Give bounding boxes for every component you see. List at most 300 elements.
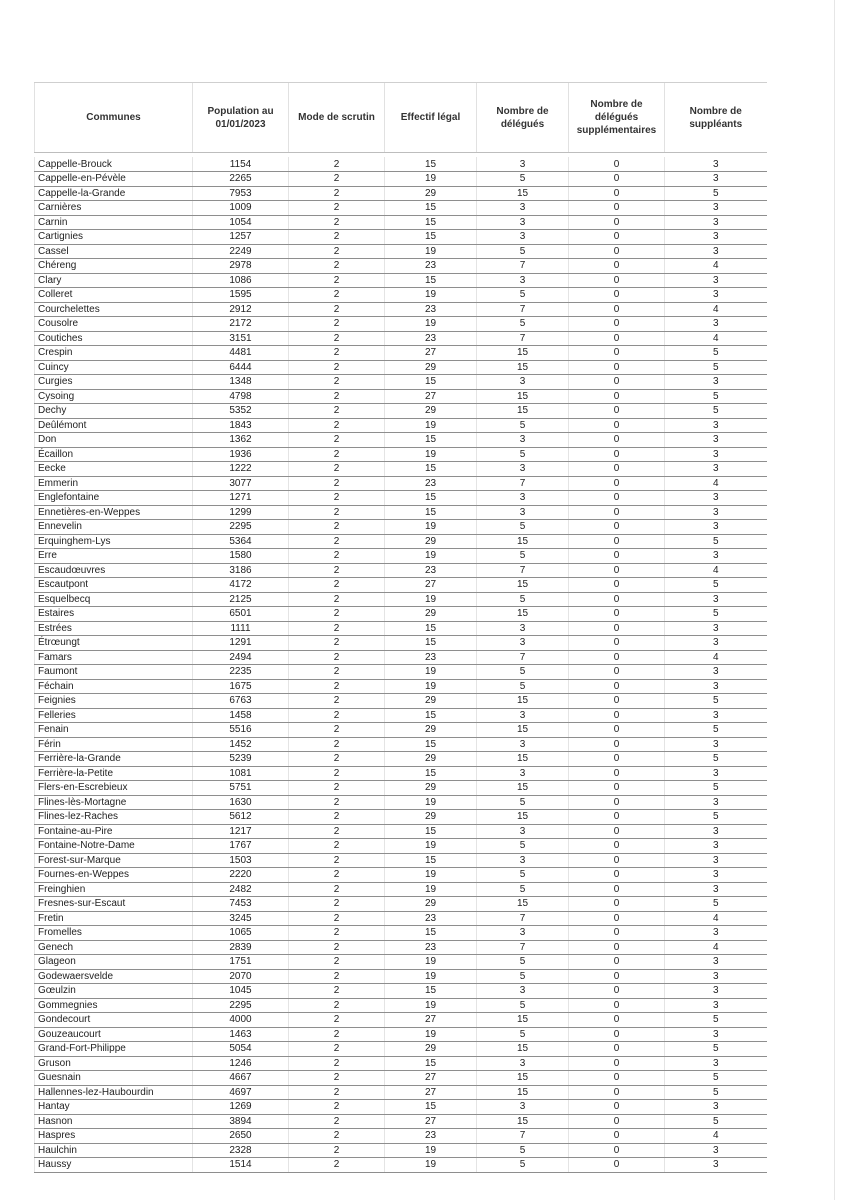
- commune-cell: Esquelbecq: [35, 592, 193, 607]
- mode-cell: 2: [289, 215, 385, 230]
- population-cell: 4000: [193, 1013, 289, 1028]
- mode-cell: 2: [289, 810, 385, 825]
- communes-table-sheet: [34, 82, 766, 1173]
- delegues-cell: 3: [477, 433, 569, 448]
- table-row: [35, 665, 767, 680]
- population-cell: 5239: [193, 752, 289, 767]
- supplementaires-cell: 0: [569, 737, 665, 752]
- mode-cell: 2: [289, 505, 385, 520]
- delegues-cell: 15: [477, 186, 569, 201]
- table-row: [35, 462, 767, 477]
- effectif-cell: 19: [385, 839, 477, 854]
- population-cell: 1514: [193, 1158, 289, 1173]
- delegues-cell: 3: [477, 201, 569, 216]
- commune-cell: Cassel: [35, 244, 193, 259]
- suppleants-cell: 5: [665, 607, 767, 622]
- effectif-cell: 23: [385, 476, 477, 491]
- delegues-cell: 15: [477, 810, 569, 825]
- commune-cell: Hantay: [35, 1100, 193, 1115]
- delegues-cell: 3: [477, 157, 569, 172]
- mode-cell: 2: [289, 201, 385, 216]
- delegues-cell: 3: [477, 375, 569, 390]
- effectif-cell: 23: [385, 563, 477, 578]
- table-row: [35, 230, 767, 245]
- supplementaires-cell: 0: [569, 1143, 665, 1158]
- suppleants-cell: 3: [665, 882, 767, 897]
- supplementaires-cell: 0: [569, 491, 665, 506]
- effectif-cell: 27: [385, 1114, 477, 1129]
- suppleants-cell: 3: [665, 505, 767, 520]
- delegues-cell: 3: [477, 853, 569, 868]
- supplementaires-cell: 0: [569, 868, 665, 883]
- delegues-cell: 7: [477, 302, 569, 317]
- table-row: [35, 447, 767, 462]
- population-cell: 1299: [193, 505, 289, 520]
- suppleants-cell: 3: [665, 230, 767, 245]
- suppleants-cell: 3: [665, 839, 767, 854]
- effectif-cell: 29: [385, 810, 477, 825]
- supplementaires-cell: 0: [569, 882, 665, 897]
- population-cell: 5054: [193, 1042, 289, 1057]
- commune-cell: Cysoing: [35, 389, 193, 404]
- table-row: [35, 244, 767, 259]
- table-row: [35, 172, 767, 187]
- table-row: [35, 433, 767, 448]
- population-cell: 1217: [193, 824, 289, 839]
- mode-cell: 2: [289, 563, 385, 578]
- supplementaires-cell: 0: [569, 230, 665, 245]
- mode-cell: 2: [289, 1143, 385, 1158]
- supplementaires-cell: 0: [569, 259, 665, 274]
- delegues-cell: 5: [477, 592, 569, 607]
- delegues-cell: 5: [477, 868, 569, 883]
- supplementaires-cell: 0: [569, 404, 665, 419]
- mode-cell: 2: [289, 897, 385, 912]
- supplementaires-cell: 0: [569, 1158, 665, 1173]
- delegues-cell: 3: [477, 766, 569, 781]
- communes-table: [34, 82, 767, 1173]
- mode-cell: 2: [289, 839, 385, 854]
- delegues-cell: 15: [477, 1114, 569, 1129]
- delegues-cell: 5: [477, 520, 569, 535]
- supplementaires-cell: 0: [569, 824, 665, 839]
- header-nombre-delegues: Nombre de délégués: [477, 83, 569, 153]
- suppleants-cell: 3: [665, 491, 767, 506]
- population-cell: 1458: [193, 708, 289, 723]
- commune-cell: Cartignies: [35, 230, 193, 245]
- effectif-cell: 15: [385, 1056, 477, 1071]
- table-row: [35, 810, 767, 825]
- commune-cell: Haulchin: [35, 1143, 193, 1158]
- supplementaires-cell: 0: [569, 592, 665, 607]
- effectif-cell: 23: [385, 331, 477, 346]
- population-cell: 2220: [193, 868, 289, 883]
- supplementaires-cell: 0: [569, 389, 665, 404]
- mode-cell: 2: [289, 1042, 385, 1057]
- population-cell: 4172: [193, 578, 289, 593]
- suppleants-cell: 5: [665, 1071, 767, 1086]
- suppleants-cell: 3: [665, 447, 767, 462]
- suppleants-cell: 4: [665, 331, 767, 346]
- supplementaires-cell: 0: [569, 969, 665, 984]
- supplementaires-cell: 0: [569, 534, 665, 549]
- supplementaires-cell: 0: [569, 1042, 665, 1057]
- table-row: [35, 1143, 767, 1158]
- commune-cell: Hallennes-lez-Haubourdin: [35, 1085, 193, 1100]
- suppleants-cell: 5: [665, 694, 767, 709]
- suppleants-cell: 3: [665, 201, 767, 216]
- delegues-cell: 15: [477, 752, 569, 767]
- effectif-cell: 23: [385, 940, 477, 955]
- population-cell: 1595: [193, 288, 289, 303]
- delegues-cell: 15: [477, 1013, 569, 1028]
- mode-cell: 2: [289, 607, 385, 622]
- mode-cell: 2: [289, 1085, 385, 1100]
- mode-cell: 2: [289, 650, 385, 665]
- suppleants-cell: 3: [665, 592, 767, 607]
- mode-cell: 2: [289, 824, 385, 839]
- delegues-cell: 5: [477, 1143, 569, 1158]
- population-cell: 1045: [193, 984, 289, 999]
- table-row: [35, 926, 767, 941]
- effectif-cell: 19: [385, 418, 477, 433]
- population-cell: 1154: [193, 157, 289, 172]
- mode-cell: 2: [289, 969, 385, 984]
- supplementaires-cell: 0: [569, 839, 665, 854]
- table-row: [35, 824, 767, 839]
- population-cell: 2482: [193, 882, 289, 897]
- effectif-cell: 19: [385, 592, 477, 607]
- suppleants-cell: 3: [665, 679, 767, 694]
- mode-cell: 2: [289, 665, 385, 680]
- delegues-cell: 3: [477, 273, 569, 288]
- table-row: [35, 737, 767, 752]
- effectif-cell: 23: [385, 911, 477, 926]
- effectif-cell: 27: [385, 346, 477, 361]
- delegues-cell: 3: [477, 215, 569, 230]
- effectif-cell: 19: [385, 795, 477, 810]
- effectif-cell: 15: [385, 375, 477, 390]
- delegues-cell: 5: [477, 418, 569, 433]
- effectif-cell: 19: [385, 998, 477, 1013]
- delegues-cell: 15: [477, 607, 569, 622]
- effectif-cell: 29: [385, 186, 477, 201]
- supplementaires-cell: 0: [569, 694, 665, 709]
- table-row: [35, 563, 767, 578]
- suppleants-cell: 3: [665, 766, 767, 781]
- delegues-cell: 15: [477, 389, 569, 404]
- effectif-cell: 27: [385, 1071, 477, 1086]
- suppleants-cell: 3: [665, 433, 767, 448]
- population-cell: 1054: [193, 215, 289, 230]
- table-row: [35, 1158, 767, 1173]
- effectif-cell: 29: [385, 694, 477, 709]
- delegues-cell: 3: [477, 984, 569, 999]
- commune-cell: Carnin: [35, 215, 193, 230]
- effectif-cell: 29: [385, 781, 477, 796]
- commune-cell: Cuincy: [35, 360, 193, 375]
- delegues-cell: 5: [477, 447, 569, 462]
- delegues-cell: 7: [477, 1129, 569, 1144]
- population-cell: 2235: [193, 665, 289, 680]
- delegues-cell: 5: [477, 1158, 569, 1173]
- delegues-cell: 15: [477, 346, 569, 361]
- effectif-cell: 19: [385, 549, 477, 564]
- population-cell: 6444: [193, 360, 289, 375]
- suppleants-cell: 3: [665, 273, 767, 288]
- commune-cell: Feignies: [35, 694, 193, 709]
- table-row: [35, 969, 767, 984]
- table-row: [35, 1056, 767, 1071]
- effectif-cell: 15: [385, 926, 477, 941]
- commune-cell: Don: [35, 433, 193, 448]
- mode-cell: 2: [289, 418, 385, 433]
- commune-cell: Courchelettes: [35, 302, 193, 317]
- table-row: [35, 1129, 767, 1144]
- mode-cell: 2: [289, 288, 385, 303]
- mode-cell: 2: [289, 389, 385, 404]
- commune-cell: Erre: [35, 549, 193, 564]
- table-row: [35, 404, 767, 419]
- mode-cell: 2: [289, 868, 385, 883]
- table-row: [35, 607, 767, 622]
- delegues-cell: 5: [477, 1027, 569, 1042]
- delegues-cell: 5: [477, 969, 569, 984]
- effectif-cell: 15: [385, 636, 477, 651]
- mode-cell: 2: [289, 752, 385, 767]
- mode-cell: 2: [289, 273, 385, 288]
- suppleants-cell: 3: [665, 621, 767, 636]
- suppleants-cell: 5: [665, 1114, 767, 1129]
- effectif-cell: 23: [385, 259, 477, 274]
- effectif-cell: 15: [385, 201, 477, 216]
- commune-cell: Godewaersvelde: [35, 969, 193, 984]
- suppleants-cell: 3: [665, 998, 767, 1013]
- supplementaires-cell: 0: [569, 447, 665, 462]
- mode-cell: 2: [289, 433, 385, 448]
- delegues-cell: 5: [477, 882, 569, 897]
- delegues-cell: 7: [477, 911, 569, 926]
- mode-cell: 2: [289, 244, 385, 259]
- effectif-cell: 29: [385, 897, 477, 912]
- commune-cell: Fresnes-sur-Escaut: [35, 897, 193, 912]
- delegues-cell: 5: [477, 665, 569, 680]
- delegues-cell: 15: [477, 578, 569, 593]
- table-row: [35, 418, 767, 433]
- suppleants-cell: 3: [665, 926, 767, 941]
- commune-cell: Flines-lez-Raches: [35, 810, 193, 825]
- effectif-cell: 19: [385, 1027, 477, 1042]
- suppleants-cell: 5: [665, 346, 767, 361]
- commune-cell: Famars: [35, 650, 193, 665]
- effectif-cell: 29: [385, 723, 477, 738]
- mode-cell: 2: [289, 679, 385, 694]
- table-row: [35, 795, 767, 810]
- table-row: [35, 1114, 767, 1129]
- commune-cell: Fenain: [35, 723, 193, 738]
- commune-cell: Clary: [35, 273, 193, 288]
- delegues-cell: 3: [477, 708, 569, 723]
- commune-cell: Emmerin: [35, 476, 193, 491]
- effectif-cell: 27: [385, 1013, 477, 1028]
- commune-cell: Forest-sur-Marque: [35, 853, 193, 868]
- commune-cell: Genech: [35, 940, 193, 955]
- delegues-cell: 3: [477, 636, 569, 651]
- suppleants-cell: 5: [665, 534, 767, 549]
- delegues-cell: 3: [477, 1100, 569, 1115]
- delegues-cell: 15: [477, 781, 569, 796]
- effectif-cell: 15: [385, 708, 477, 723]
- supplementaires-cell: 0: [569, 476, 665, 491]
- table-row: [35, 868, 767, 883]
- supplementaires-cell: 0: [569, 462, 665, 477]
- delegues-cell: 3: [477, 491, 569, 506]
- population-cell: 1767: [193, 839, 289, 854]
- table-row: [35, 259, 767, 274]
- mode-cell: 2: [289, 520, 385, 535]
- commune-cell: Estaires: [35, 607, 193, 622]
- population-cell: 4798: [193, 389, 289, 404]
- effectif-cell: 19: [385, 447, 477, 462]
- population-cell: 1630: [193, 795, 289, 810]
- effectif-cell: 19: [385, 665, 477, 680]
- mode-cell: 2: [289, 172, 385, 187]
- suppleants-cell: 3: [665, 288, 767, 303]
- population-cell: 1065: [193, 926, 289, 941]
- commune-cell: Ferrière-la-Grande: [35, 752, 193, 767]
- effectif-cell: 15: [385, 1100, 477, 1115]
- table-row: [35, 201, 767, 216]
- commune-cell: Freinghien: [35, 882, 193, 897]
- suppleants-cell: 4: [665, 563, 767, 578]
- population-cell: 1269: [193, 1100, 289, 1115]
- table-row: [35, 911, 767, 926]
- table-row: [35, 578, 767, 593]
- mode-cell: 2: [289, 737, 385, 752]
- population-cell: 3151: [193, 331, 289, 346]
- mode-cell: 2: [289, 1100, 385, 1115]
- delegues-cell: 15: [477, 897, 569, 912]
- mode-cell: 2: [289, 853, 385, 868]
- supplementaires-cell: 0: [569, 1027, 665, 1042]
- delegues-cell: 3: [477, 737, 569, 752]
- delegues-cell: 3: [477, 621, 569, 636]
- suppleants-cell: 4: [665, 259, 767, 274]
- suppleants-cell: 3: [665, 737, 767, 752]
- table-row: [35, 853, 767, 868]
- mode-cell: 2: [289, 447, 385, 462]
- suppleants-cell: 3: [665, 1143, 767, 1158]
- commune-cell: Escautpont: [35, 578, 193, 593]
- effectif-cell: 19: [385, 172, 477, 187]
- table-row: [35, 781, 767, 796]
- effectif-cell: 23: [385, 302, 477, 317]
- effectif-cell: 15: [385, 230, 477, 245]
- mode-cell: 2: [289, 360, 385, 375]
- suppleants-cell: 5: [665, 897, 767, 912]
- mode-cell: 2: [289, 984, 385, 999]
- delegues-cell: 5: [477, 244, 569, 259]
- population-cell: 1271: [193, 491, 289, 506]
- mode-cell: 2: [289, 621, 385, 636]
- delegues-cell: 7: [477, 259, 569, 274]
- mode-cell: 2: [289, 882, 385, 897]
- supplementaires-cell: 0: [569, 302, 665, 317]
- effectif-cell: 29: [385, 1042, 477, 1057]
- supplementaires-cell: 0: [569, 433, 665, 448]
- population-cell: 5612: [193, 810, 289, 825]
- mode-cell: 2: [289, 592, 385, 607]
- mode-cell: 2: [289, 998, 385, 1013]
- suppleants-cell: 5: [665, 360, 767, 375]
- table-row: [35, 1042, 767, 1057]
- table-row: [35, 882, 767, 897]
- population-cell: 1751: [193, 955, 289, 970]
- suppleants-cell: 3: [665, 215, 767, 230]
- population-cell: 2978: [193, 259, 289, 274]
- table-row: [35, 302, 767, 317]
- mode-cell: 2: [289, 186, 385, 201]
- population-cell: 1257: [193, 230, 289, 245]
- table-row: [35, 375, 767, 390]
- effectif-cell: 15: [385, 462, 477, 477]
- population-cell: 1222: [193, 462, 289, 477]
- population-cell: 1111: [193, 621, 289, 636]
- commune-cell: Englefontaine: [35, 491, 193, 506]
- suppleants-cell: 3: [665, 853, 767, 868]
- supplementaires-cell: 0: [569, 346, 665, 361]
- suppleants-cell: 3: [665, 984, 767, 999]
- supplementaires-cell: 0: [569, 505, 665, 520]
- population-cell: 1843: [193, 418, 289, 433]
- population-cell: 1081: [193, 766, 289, 781]
- population-cell: 4697: [193, 1085, 289, 1100]
- effectif-cell: 19: [385, 1158, 477, 1173]
- table-row: [35, 679, 767, 694]
- table-row: [35, 636, 767, 651]
- table-header-row: [35, 83, 767, 153]
- commune-cell: Étrœungt: [35, 636, 193, 651]
- commune-cell: Fretin: [35, 911, 193, 926]
- supplementaires-cell: 0: [569, 1100, 665, 1115]
- effectif-cell: 19: [385, 244, 477, 259]
- mode-cell: 2: [289, 1114, 385, 1129]
- commune-cell: Faumont: [35, 665, 193, 680]
- table-row: [35, 708, 767, 723]
- population-cell: 2295: [193, 520, 289, 535]
- suppleants-cell: 3: [665, 636, 767, 651]
- population-cell: 1362: [193, 433, 289, 448]
- suppleants-cell: 5: [665, 1013, 767, 1028]
- supplementaires-cell: 0: [569, 215, 665, 230]
- header-communes: Communes: [35, 83, 193, 153]
- suppleants-cell: 5: [665, 752, 767, 767]
- suppleants-cell: 5: [665, 578, 767, 593]
- population-cell: 6501: [193, 607, 289, 622]
- table-row: [35, 1071, 767, 1086]
- commune-cell: Crespin: [35, 346, 193, 361]
- effectif-cell: 15: [385, 491, 477, 506]
- suppleants-cell: 3: [665, 462, 767, 477]
- mode-cell: 2: [289, 1027, 385, 1042]
- commune-cell: Cappelle-la-Grande: [35, 186, 193, 201]
- effectif-cell: 27: [385, 578, 477, 593]
- table-row: [35, 766, 767, 781]
- table-row: [35, 520, 767, 535]
- supplementaires-cell: 0: [569, 781, 665, 796]
- supplementaires-cell: 0: [569, 578, 665, 593]
- supplementaires-cell: 0: [569, 1114, 665, 1129]
